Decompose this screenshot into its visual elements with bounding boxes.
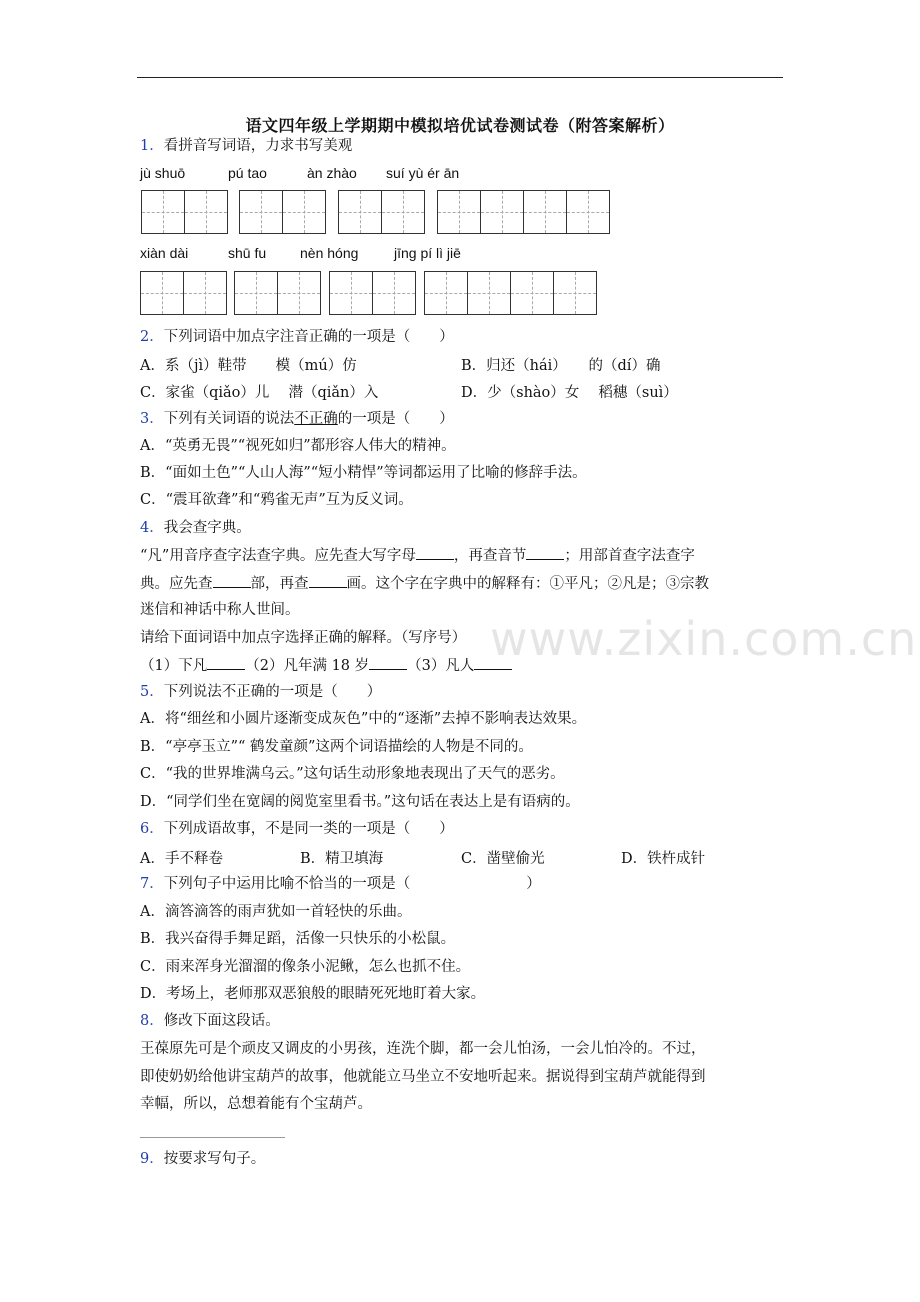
text-segment: （2）凡年满 18 岁 (245, 658, 370, 674)
writing-grid[interactable] (239, 190, 325, 234)
underlined-text: 不正确 (294, 411, 338, 427)
writing-grid[interactable] (338, 190, 424, 234)
answer-blank[interactable] (309, 573, 347, 588)
question-2 (140, 327, 454, 347)
option-a[interactable]: A．将“细丝和小圆片逐渐变成灰色”中的“逐渐”去掉不影响表达效果。 (140, 711, 587, 727)
writing-grid[interactable] (234, 271, 320, 315)
question-text: 的一项是（ ） (337, 411, 454, 427)
pinyin-label: pú tao (228, 165, 267, 181)
watermark: www.zixin.com.cn (490, 612, 918, 666)
header-rule (137, 77, 783, 78)
paragraph-line (140, 655, 512, 676)
tianzige-cell[interactable] (372, 271, 416, 315)
tianzige-cell[interactable] (480, 190, 524, 234)
tianzige-cell[interactable] (338, 190, 382, 234)
pinyin-label: jù shuō (140, 165, 186, 181)
pinyin-label: jīng pí lì jiē (394, 245, 461, 261)
tianzige-cell[interactable] (329, 271, 373, 315)
tianzige-cell[interactable] (282, 190, 326, 234)
tianzige-cell[interactable] (183, 271, 227, 315)
question-5 (140, 682, 381, 702)
question-number: 7． (140, 876, 164, 892)
question-1 (140, 136, 352, 156)
question-number: 4． (140, 520, 164, 536)
option-d[interactable]: D．铁杵成针 (621, 851, 706, 867)
option-a[interactable]: A．系（jì）鞋带 模（mú）仿 (140, 358, 357, 374)
question-text: 下列有关词语的说法 (163, 411, 295, 427)
paragraph-line (140, 545, 695, 566)
option-a[interactable]: A．“英勇无畏”“视死如归”都形容人伟大的精神。 (140, 438, 456, 454)
text-segment: 画。这个字在字典中的解释有：①平凡；②凡是；③宗教 (346, 576, 709, 592)
option-a[interactable]: A．滴答滴答的雨声犹如一首轻快的乐曲。 (140, 904, 412, 920)
question-text: 下列说法不正确的一项是（ ） (163, 684, 382, 700)
answer-blank[interactable] (474, 655, 512, 670)
paragraph-line: 王葆原先可是个顽皮又调皮的小男孩，连洗个脚，都一会儿怕汤，一会儿怕冷的。不过， (140, 1041, 706, 1057)
tianzige-cell[interactable] (566, 190, 610, 234)
question-text: 我会查字典。 (163, 520, 251, 536)
question-9 (140, 1149, 265, 1169)
question-text: 下列成语故事，不是同一类的一项是（ ） (163, 821, 454, 837)
option-c[interactable]: C．凿壁偷光 (461, 851, 545, 867)
tianzige-cell[interactable] (510, 271, 554, 315)
option-b[interactable]: B．归还（hái） 的（dí）确 (461, 358, 661, 374)
pinyin-label: shū fu (228, 245, 267, 261)
option-c[interactable]: C．“我的世界堆满乌云。”这句话生动形象地表现出了天气的恶劣。 (140, 766, 565, 782)
tianzige-cell[interactable] (424, 271, 468, 315)
paragraph-line (140, 573, 709, 594)
option-c[interactable]: C．“震耳欲聋”和“鸦雀无声”互为反义词。 (140, 492, 413, 508)
option-d[interactable]: D．考场上，老师那双恶狼般的眼睛死死地盯着大家。 (140, 986, 486, 1002)
answer-blank[interactable] (369, 655, 407, 670)
tianzige-cell[interactable] (277, 271, 321, 315)
question-text: 下列句子中运用比喻不恰当的一项是（ ） (163, 876, 541, 892)
writing-grid[interactable] (424, 271, 596, 315)
question-text: 下列词语中加点字注音正确的一项是（ ） (163, 329, 454, 345)
question-number: 3． (140, 411, 164, 427)
section-divider (140, 1137, 285, 1138)
text-segment: 部，再查 (250, 576, 309, 592)
writing-grid[interactable] (329, 271, 415, 315)
tianzige-cell[interactable] (234, 271, 278, 315)
question-number: 2． (140, 329, 164, 345)
page-title: 语文四年级上学期期中模拟培优试卷测试卷（附答案解析） (245, 116, 675, 135)
option-c[interactable]: C．家雀（qiǎo）儿 潜（qiǎn）入 (140, 385, 379, 401)
answer-blank[interactable] (526, 545, 564, 560)
pinyin-label: àn zhào (307, 165, 357, 181)
option-b[interactable]: B．精卫填海 (300, 851, 384, 867)
text-segment: ；用部首查字法查字 (564, 548, 695, 564)
paragraph-line: 幸幅，所以，总想着能有个宝葫芦。 (140, 1096, 372, 1112)
option-a[interactable]: A．手不释卷 (140, 851, 223, 867)
option-d[interactable]: D．少（shào）女 稻穗（suì） (461, 385, 678, 401)
pinyin-label: xiàn dài (140, 245, 189, 261)
text-segment: ，再查音节 (453, 548, 527, 564)
question-number: 1． (140, 138, 164, 154)
question-number: 8． (140, 1013, 164, 1029)
pinyin-label: suí yù ér ān (386, 165, 460, 181)
tianzige-cell[interactable] (141, 190, 185, 234)
option-d[interactable]: D．“同学们坐在宽阔的阅览室里看书。”这句话在表达上是有语病的。 (140, 794, 580, 810)
answer-blank[interactable] (213, 573, 251, 588)
answer-blank[interactable] (416, 545, 454, 560)
paragraph-line: 即使奶奶给他讲宝葫芦的故事，他就能立马坐立不安地听起来。据说得到宝葫芦就能得到 (140, 1069, 706, 1085)
question-6 (140, 819, 454, 839)
option-b[interactable]: B．“亭亭玉立”“ 鹤发童颜”这两个词语描绘的人物是不同的。 (140, 739, 533, 755)
tianzige-cell[interactable] (381, 190, 425, 234)
question-text: 修改下面这段话。 (163, 1013, 280, 1029)
question-3 (140, 409, 454, 429)
tianzige-cell[interactable] (140, 271, 184, 315)
pinyin-label: nèn hóng (300, 245, 359, 261)
text-segment: 典。应先查 (140, 576, 213, 592)
tianzige-cell[interactable] (437, 190, 481, 234)
question-text: 看拼音写词语，力求书写美观 (163, 138, 353, 154)
paragraph-line: 迷信和神话中称人世间。 (140, 602, 300, 618)
paragraph-line: 请给下面词语中加点字选择正确的解释。（写序号） (140, 630, 467, 646)
tianzige-cell[interactable] (239, 190, 283, 234)
option-b[interactable]: B．“面如土色”“人山人海”“短小精悍”等词都运用了比喻的修辞手法。 (140, 465, 587, 481)
question-text: 按要求写句子。 (163, 1151, 266, 1167)
text-segment: “凡”用音序查字法查字典。应先查大写字母 (140, 548, 416, 564)
tianzige-cell[interactable] (553, 271, 597, 315)
question-4 (140, 518, 251, 538)
question-number: 6． (140, 821, 164, 837)
tianzige-cell[interactable] (467, 271, 511, 315)
writing-grid[interactable] (437, 190, 609, 234)
question-number: 9． (140, 1151, 164, 1167)
answer-blank[interactable] (207, 655, 245, 670)
question-8 (140, 1011, 280, 1031)
option-b[interactable]: B．我兴奋得手舞足蹈，活像一只快乐的小松鼠。 (140, 931, 456, 947)
text-segment: （3）凡人 (407, 658, 475, 674)
option-c[interactable]: C．雨来浑身光溜溜的像条小泥鳅，怎么也抓不住。 (140, 959, 471, 975)
text-segment: （1）下凡 (140, 658, 208, 674)
tianzige-cell[interactable] (184, 190, 228, 234)
question-7 (140, 874, 541, 894)
tianzige-cell[interactable] (523, 190, 567, 234)
writing-grid[interactable] (141, 190, 227, 234)
question-number: 5． (140, 684, 164, 700)
writing-grid[interactable] (140, 271, 226, 315)
